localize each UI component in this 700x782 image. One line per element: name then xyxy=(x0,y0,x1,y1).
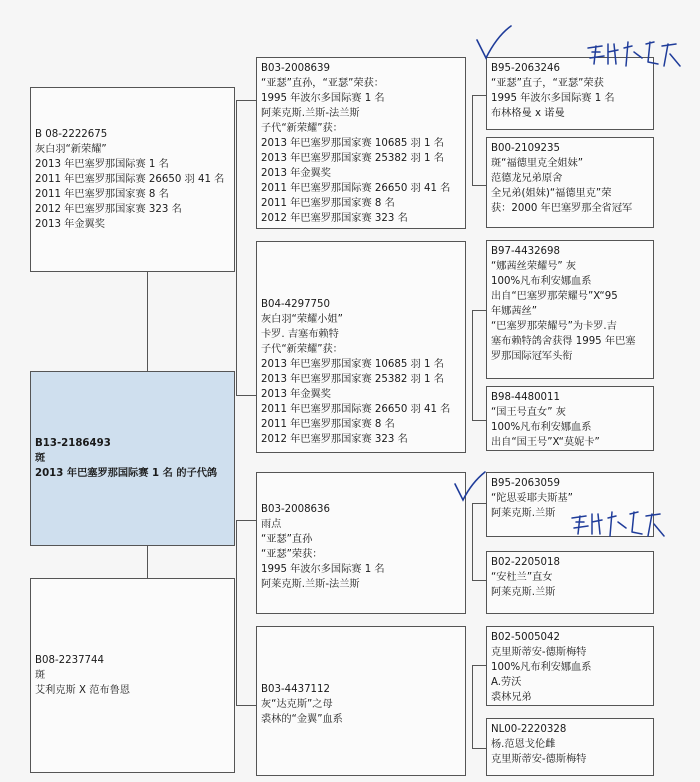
ggp-card-2 xyxy=(486,137,654,228)
ggp-card-3 xyxy=(486,240,654,379)
ggp-line: B97-4432698 xyxy=(491,246,560,257)
ggp-line: 裘林兄弟 xyxy=(491,692,532,703)
dam-sire-line: “亚瑟”直孙 xyxy=(261,534,313,545)
sire-line: 2013 年金翼奖 xyxy=(35,219,105,230)
sire-dam-line: 2011 年巴塞罗那国际赛 26650 羽 41 名 xyxy=(261,404,451,415)
ggp-line: B98-4480011 xyxy=(491,392,560,403)
sire-line: 2011 年巴塞罗那国际赛 26650 羽 41 名 xyxy=(35,174,225,185)
ggp-line: A.劳沃 xyxy=(491,677,522,688)
dam-line: B08-2237744 xyxy=(35,655,104,666)
sire-sire-line: 2013 年巴塞罗那国家赛 25382 羽 1 名 xyxy=(261,153,444,164)
ggp-line: 杨.范恩戈伦雌 xyxy=(491,739,556,750)
ggp-line: 100%凡布利安娜血系 xyxy=(491,276,592,287)
ggp-line: “国王号直女” 灰 xyxy=(491,407,566,418)
ggp-line: B95-2063246 xyxy=(491,63,560,74)
sire-line: 2012 年巴塞罗那国家赛 323 名 xyxy=(35,204,182,215)
sire-dam-line: B04-4297750 xyxy=(261,299,330,310)
ggp-line: “巴塞罗那荣耀号”为卡罗.吉 xyxy=(491,321,617,332)
dam-line: 斑 xyxy=(35,670,46,681)
subject-title: 2013 年巴塞罗那国际赛 1 名 的子代鸽 xyxy=(35,468,218,479)
sire-dam-line: 灰白羽“荣耀小姐” xyxy=(261,314,343,325)
ggp-line: 阿莱克斯.兰斯 xyxy=(491,508,556,519)
ggp-line: B00-2109235 xyxy=(491,143,560,154)
connector-dam-branch xyxy=(236,520,237,705)
ggp-card-7 xyxy=(486,626,654,706)
dam-card xyxy=(30,578,235,773)
ggp-line: 100%凡布利安娜血系 xyxy=(491,422,592,433)
connector-sire-down xyxy=(147,272,148,371)
ggp-line: 布林格曼 x 诺曼 xyxy=(491,108,565,119)
ggp-line: 全兄弟(姐妹)“福德里克”荣 xyxy=(491,188,612,199)
sire-line: 2011 年巴塞罗那国家赛 8 名 xyxy=(35,189,169,200)
sire-sire-line: 1995 年波尔多国际赛 1 名 xyxy=(261,93,385,104)
ggp-line: 斑“福德里克全姐妹” xyxy=(491,158,584,169)
ggp-card-4 xyxy=(486,386,654,451)
ggp-card-8 xyxy=(486,718,654,776)
ggp-line: 1995 年波尔多国际赛 1 名 xyxy=(491,93,615,104)
sire-line: 2013 年巴塞罗那国际赛 1 名 xyxy=(35,159,169,170)
sire-sire-line: 2013 年金翼奖 xyxy=(261,168,331,179)
sire-dam-line: 2013 年金翼奖 xyxy=(261,389,331,400)
sire-dam-line: 2011 年巴塞罗那国家赛 8 名 xyxy=(261,419,395,430)
sire-card xyxy=(30,87,235,272)
sire-sire-line: 子代“新荣耀”获： xyxy=(261,123,343,134)
ggp-line: 范德龙兄弟原舍 xyxy=(491,173,563,184)
ggp-card-5 xyxy=(486,472,654,537)
sire-dam-line: 卡罗. 吉塞布赖特 xyxy=(261,329,339,340)
sire-dam-line: 2013 年巴塞罗那国家赛 25382 羽 1 名 xyxy=(261,374,444,385)
subject-card xyxy=(30,371,235,546)
dam-sire-line: 1995 年波尔多国际赛 1 名 xyxy=(261,564,385,575)
sire-sire-line: 2012 年巴塞罗那国家赛 323 名 xyxy=(261,213,408,224)
dam-dam-line: B03-4437112 xyxy=(261,684,330,695)
dam-line: 艾利克斯 X 范布鲁恩 xyxy=(35,685,130,696)
dam-sire-line: “亚瑟”荣获： xyxy=(261,549,323,560)
sire-sire-card xyxy=(256,57,466,229)
sire-sire-line: 阿莱克斯.兰斯-法兰斯 xyxy=(261,108,360,119)
sire-sire-line: 2011 年巴塞罗那国家赛 8 名 xyxy=(261,198,395,209)
dam-sire-line: 阿莱克斯.兰斯-法兰斯 xyxy=(261,579,360,590)
dam-sire-card xyxy=(256,472,466,614)
sire-sire-line: 2011 年巴塞罗那国际赛 26650 羽 41 名 xyxy=(261,183,451,194)
sire-sire-line: 2013 年巴塞罗那国家赛 10685 羽 1 名 xyxy=(261,138,444,149)
ggp-line: B02-5005042 xyxy=(491,632,560,643)
sire-line: 灰白羽“新荣耀” xyxy=(35,144,107,155)
ggp-line: “安杜兰”直女 xyxy=(491,572,553,583)
sire-dam-line: 2012 年巴塞罗那国家赛 323 名 xyxy=(261,434,408,445)
sire-dam-card xyxy=(256,241,466,453)
ggp-card-1 xyxy=(486,57,654,130)
ggp-line: 克里斯蒂安-德斯梅特 xyxy=(491,754,587,765)
dam-dam-line: 裘林的“金翼”血系 xyxy=(261,714,343,725)
ggp-line: 出自“国王号”X“莫妮卡” xyxy=(491,437,600,448)
ggp-line: B02-2205018 xyxy=(491,557,560,568)
dam-sire-line: 雨点 xyxy=(261,519,282,530)
ggp-line: 出自“巴塞罗那荣耀号”X“95 xyxy=(491,291,618,302)
ggp-line: 塞布赖特鸽舍获得 1995 年巴塞 xyxy=(491,336,636,347)
subject-color: 斑 xyxy=(35,453,46,464)
connector-dam-up xyxy=(147,546,148,578)
ggp-line: B95-2063059 xyxy=(491,478,560,489)
ggp-line: 罗那国际冠军头衔 xyxy=(491,351,573,362)
ggp-line: “娜茜丝荣耀号” 灰 xyxy=(491,261,577,272)
sire-dam-line: 2013 年巴塞罗那国家赛 10685 羽 1 名 xyxy=(261,359,444,370)
ggp-line: “亚瑟”直子，“亚瑟”荣获 xyxy=(491,78,604,89)
dam-dam-card xyxy=(256,626,466,776)
ggp-line: “陀思妥耶夫斯基” xyxy=(491,493,573,504)
dam-dam-line: 灰“达克斯”之母 xyxy=(261,699,333,710)
ggp-line: 获：2000 年巴塞罗那全省冠军 xyxy=(491,203,633,214)
ggp-line: 克里斯蒂安-德斯梅特 xyxy=(491,647,587,658)
ggp-card-6 xyxy=(486,551,654,614)
dam-sire-line: B03-2008636 xyxy=(261,504,330,515)
ggp-line: NL00-2220328 xyxy=(491,724,567,735)
subject-ring: B13-2186493 xyxy=(35,438,111,449)
sire-sire-line: “亚瑟”直孙，“亚瑟”荣获： xyxy=(261,78,384,89)
ggp-line: 年娜茜丝” xyxy=(491,306,538,317)
connector-sire-branch xyxy=(236,100,237,395)
sire-sire-line: B03-2008639 xyxy=(261,63,330,74)
sire-dam-line: 子代“新荣耀”获： xyxy=(261,344,343,355)
sire-line: B 08-2222675 xyxy=(35,129,108,140)
ggp-line: 100%凡布利安娜血系 xyxy=(491,662,592,673)
ggp-line: 阿莱克斯.兰斯 xyxy=(491,587,556,598)
